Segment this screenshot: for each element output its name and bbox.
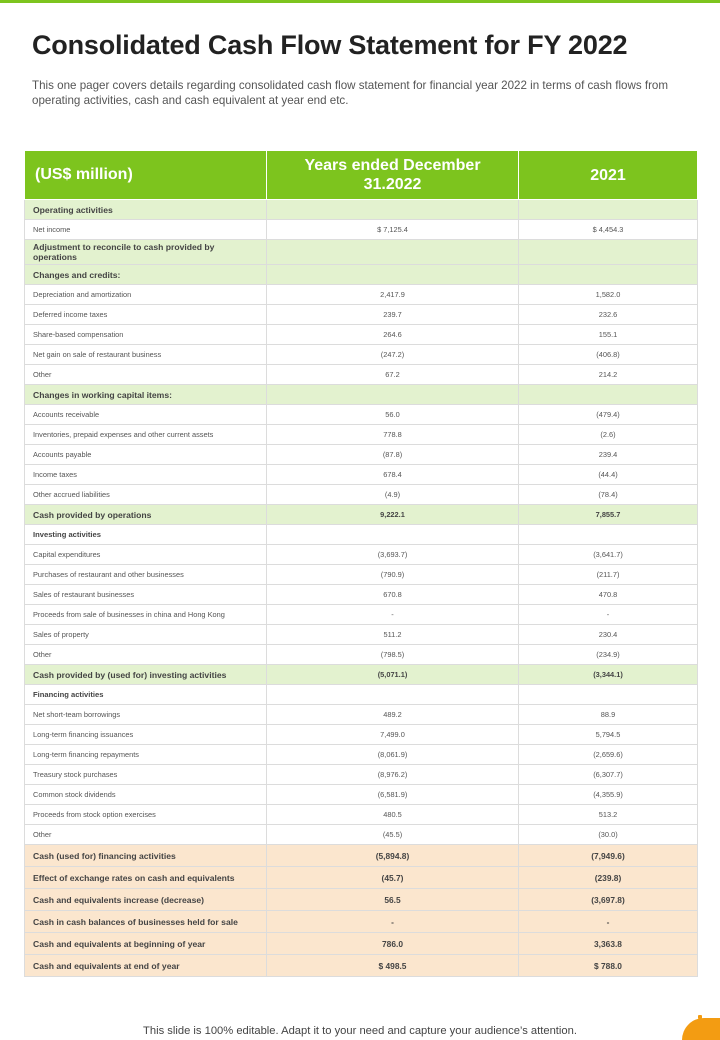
value-2021: (44.4)	[519, 465, 698, 485]
value-2021: (3,697.8)	[519, 889, 698, 911]
value-2022: (87.8)	[267, 445, 519, 465]
value-2022: 786.0	[267, 933, 519, 955]
cash-flow-table	[24, 150, 698, 977]
value-2022: 480.5	[267, 805, 519, 825]
table-row	[25, 933, 698, 955]
row-label: Net gain on sale of restaurant business	[25, 345, 267, 365]
value-2022: 7,499.0	[267, 725, 519, 745]
row-label: Common stock dividends	[25, 785, 267, 805]
top-accent-rule	[0, 0, 720, 3]
table-row	[25, 365, 698, 385]
row-label: Other	[25, 645, 267, 665]
header-2022: Years ended December 31.2022	[267, 151, 519, 200]
table-row	[25, 889, 698, 911]
table-row	[25, 705, 698, 725]
page-title: Consolidated Cash Flow Statement for FY 2022	[32, 30, 628, 60]
row-label: Capital expenditures	[25, 545, 267, 565]
row-label: Accounts receivable	[25, 405, 267, 425]
value-2021: 214.2	[519, 365, 698, 385]
table-row	[25, 805, 698, 825]
row-label: Purchases of restaurant and other businesses	[25, 565, 267, 585]
value-2021: 5,794.5	[519, 725, 698, 745]
value-2021: (30.0)	[519, 825, 698, 845]
value-2021: (2.6)	[519, 425, 698, 445]
table-row	[25, 525, 698, 545]
value-2021: (211.7)	[519, 565, 698, 585]
value-2022: 67.2	[267, 365, 519, 385]
table-row	[25, 867, 698, 889]
value-2022: 678.4	[267, 465, 519, 485]
value-2022: 511.2	[267, 625, 519, 645]
table-row	[25, 765, 698, 785]
header-units: (US$ million)	[25, 151, 267, 200]
row-label: Adjustment to reconcile to cash provided by operations	[25, 240, 267, 265]
value-2021: 239.4	[519, 445, 698, 465]
value-2021	[519, 265, 698, 285]
value-2021	[519, 525, 698, 545]
table-row	[25, 240, 698, 265]
value-2022: (45.5)	[267, 825, 519, 845]
value-2022: 239.7	[267, 305, 519, 325]
table-row	[25, 220, 698, 240]
row-label: Proceeds from sale of businesses in china and Hong Kong	[25, 605, 267, 625]
table-row	[25, 745, 698, 765]
table-row	[25, 405, 698, 425]
table-row	[25, 445, 698, 465]
value-2022	[267, 685, 519, 705]
value-2022: $ 498.5	[267, 955, 519, 977]
value-2021: (406.8)	[519, 345, 698, 365]
row-label: Investing activities	[25, 525, 267, 545]
table-row	[25, 285, 698, 305]
table-header-row	[25, 151, 698, 200]
value-2022: (4.9)	[267, 485, 519, 505]
value-2022: $ 7,125.4	[267, 220, 519, 240]
row-label: Cash (used for) financing activities	[25, 845, 267, 867]
table-row	[25, 465, 698, 485]
row-label: Changes in working capital items:	[25, 385, 267, 405]
table-row	[25, 345, 698, 365]
page-description: This one pager covers details regarding consolidated cash flow statement for financial year 2022 in terms of cash flows from operating activities, cash and cash equivalent at year end etc.	[32, 79, 669, 107]
value-2022	[267, 525, 519, 545]
row-label: Income taxes	[25, 465, 267, 485]
value-2021	[519, 385, 698, 405]
value-2021: (78.4)	[519, 485, 698, 505]
value-2021	[519, 200, 698, 220]
table-row	[25, 605, 698, 625]
value-2021: 3,363.8	[519, 933, 698, 955]
value-2022: 489.2	[267, 705, 519, 725]
row-label: Other	[25, 825, 267, 845]
table-row	[25, 505, 698, 525]
value-2022	[267, 385, 519, 405]
value-2021: 232.6	[519, 305, 698, 325]
value-2022: (790.9)	[267, 565, 519, 585]
row-label: Other	[25, 365, 267, 385]
row-label: Long-term financing repayments	[25, 745, 267, 765]
value-2021: 7,855.7	[519, 505, 698, 525]
value-2022: (5,894.8)	[267, 845, 519, 867]
value-2022: (3,693.7)	[267, 545, 519, 565]
value-2021: 155.1	[519, 325, 698, 345]
table-row	[25, 265, 698, 285]
row-label: Share-based compensation	[25, 325, 267, 345]
value-2021: (234.9)	[519, 645, 698, 665]
value-2021: 513.2	[519, 805, 698, 825]
value-2022: (8,061.9)	[267, 745, 519, 765]
value-2021: 88.9	[519, 705, 698, 725]
row-label: Treasury stock purchases	[25, 765, 267, 785]
table-row	[25, 845, 698, 867]
table-row	[25, 305, 698, 325]
table-row	[25, 585, 698, 605]
value-2021: (239.8)	[519, 867, 698, 889]
value-2021: -	[519, 605, 698, 625]
table-row	[25, 425, 698, 445]
row-label: Sales of restaurant businesses	[25, 585, 267, 605]
row-label: Sales of property	[25, 625, 267, 645]
value-2022: -	[267, 911, 519, 933]
row-label: Inventories, prepaid expenses and other current assets	[25, 425, 267, 445]
value-2021	[519, 240, 698, 265]
value-2022: 56.0	[267, 405, 519, 425]
row-label: Effect of exchange rates on cash and equivalents	[25, 867, 267, 889]
row-label: Cash and equivalents at beginning of year	[25, 933, 267, 955]
corner-shape-icon	[682, 1018, 720, 1040]
table-row	[25, 385, 698, 405]
row-label: Changes and credits:	[25, 265, 267, 285]
row-label: Net short-team borrowings	[25, 705, 267, 725]
value-2021	[519, 685, 698, 705]
row-label: Long-term financing issuances	[25, 725, 267, 745]
value-2022	[267, 240, 519, 265]
table-row	[25, 625, 698, 645]
value-2021: $ 4,454.3	[519, 220, 698, 240]
value-2021: 1,582.0	[519, 285, 698, 305]
value-2021: (6,307.7)	[519, 765, 698, 785]
value-2022: -	[267, 605, 519, 625]
value-2021: (3,641.7)	[519, 545, 698, 565]
table-row	[25, 200, 698, 220]
value-2022: (45.7)	[267, 867, 519, 889]
value-2021: $ 788.0	[519, 955, 698, 977]
value-2022: (247.2)	[267, 345, 519, 365]
value-2021: 470.8	[519, 585, 698, 605]
value-2021: (2,659.6)	[519, 745, 698, 765]
table-row	[25, 955, 698, 977]
row-label: Cash and equivalents increase (decrease)	[25, 889, 267, 911]
table-row	[25, 545, 698, 565]
value-2022: 56.5	[267, 889, 519, 911]
footer-note: This slide is 100% editable. Adapt it to your need and capture your audience’s attention.	[143, 1025, 577, 1037]
value-2022: (798.5)	[267, 645, 519, 665]
value-2022: 670.8	[267, 585, 519, 605]
value-2022: (6,581.9)	[267, 785, 519, 805]
row-label: Cash and equivalents at end of year	[25, 955, 267, 977]
value-2021: 230.4	[519, 625, 698, 645]
value-2022: 264.6	[267, 325, 519, 345]
table-row	[25, 725, 698, 745]
row-label: Financing activities	[25, 685, 267, 705]
value-2021: (3,344.1)	[519, 665, 698, 685]
table-row	[25, 645, 698, 665]
value-2022	[267, 200, 519, 220]
table-row	[25, 911, 698, 933]
value-2021: (7,949.6)	[519, 845, 698, 867]
value-2022	[267, 265, 519, 285]
row-label: Other accrued liabilities	[25, 485, 267, 505]
value-2021: (4,355.9)	[519, 785, 698, 805]
value-2022: (8,976.2)	[267, 765, 519, 785]
row-label: Net income	[25, 220, 267, 240]
row-label: Proceeds from stock option exercises	[25, 805, 267, 825]
table-row	[25, 825, 698, 845]
row-label: Accounts payable	[25, 445, 267, 465]
value-2021: -	[519, 911, 698, 933]
table-row	[25, 485, 698, 505]
row-label: Cash provided by operations	[25, 505, 267, 525]
value-2022: 9,222.1	[267, 505, 519, 525]
value-2022: (5,071.1)	[267, 665, 519, 685]
table-row	[25, 665, 698, 685]
value-2022: 778.8	[267, 425, 519, 445]
table-row	[25, 785, 698, 805]
row-label: Deferred income taxes	[25, 305, 267, 325]
row-label: Cash in cash balances of businesses held for sale	[25, 911, 267, 933]
row-label: Cash provided by (used for) investing activities	[25, 665, 267, 685]
row-label: Depreciation and amortization	[25, 285, 267, 305]
table-row	[25, 685, 698, 705]
value-2022: 2,417.9	[267, 285, 519, 305]
row-label: Operating activities	[25, 200, 267, 220]
header-2021: 2021	[519, 151, 698, 200]
value-2021: (479.4)	[519, 405, 698, 425]
table-row	[25, 565, 698, 585]
table-row	[25, 325, 698, 345]
